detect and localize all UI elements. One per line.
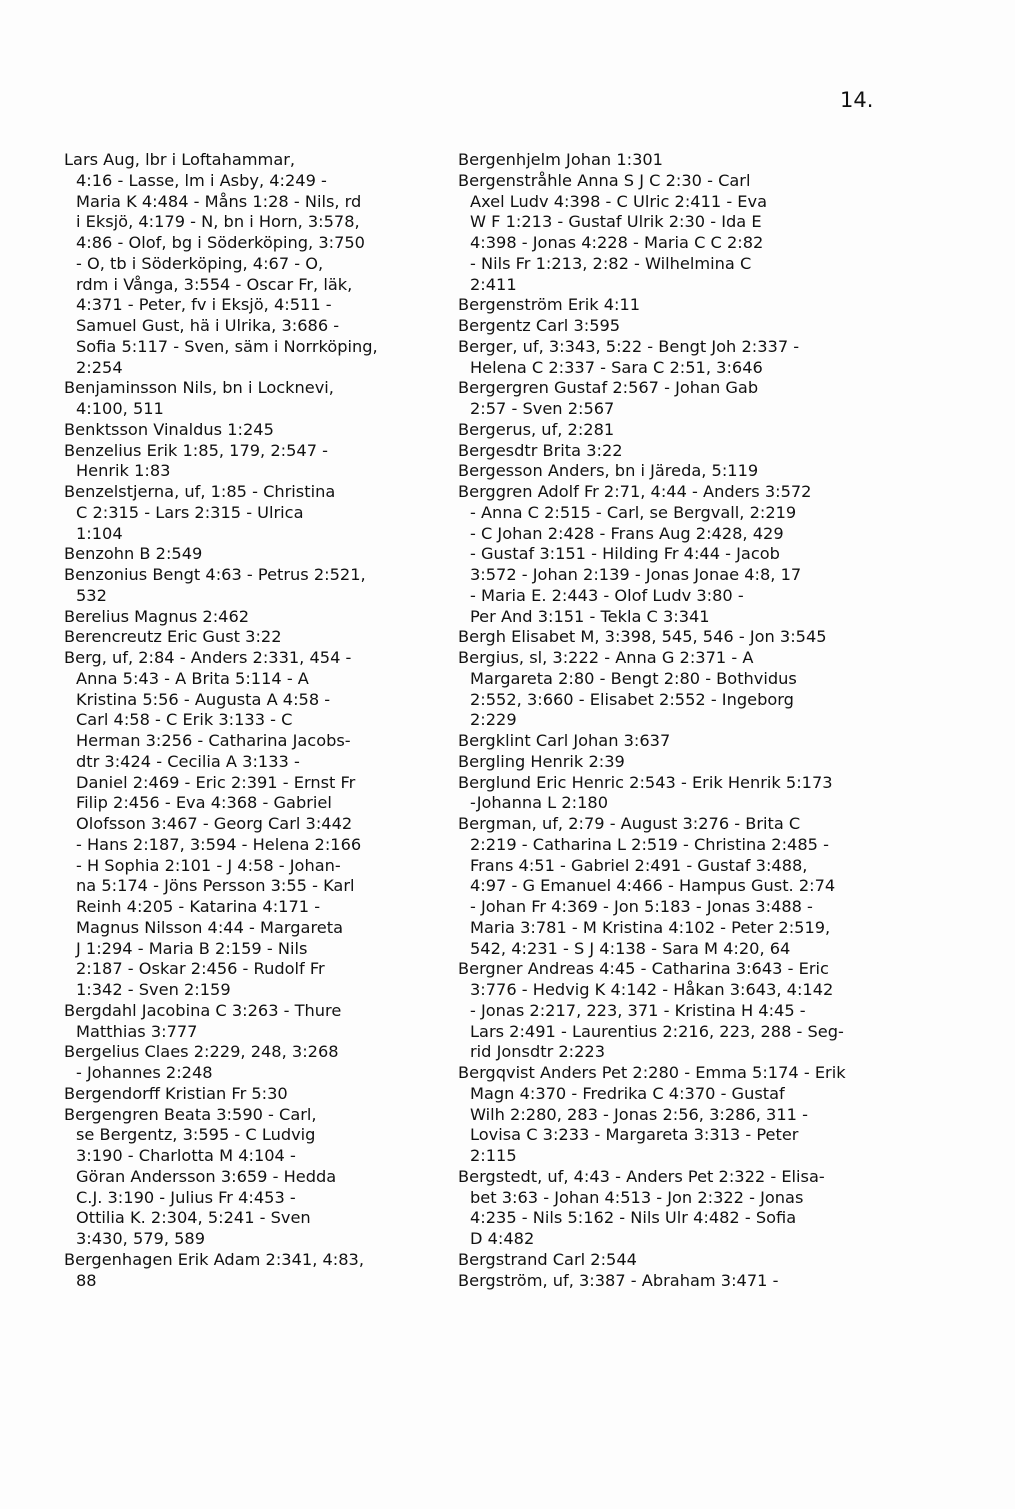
index-entry: Bergdahl Jacobina C 3:263 - Thure Matthias 3:777 bbox=[64, 1000, 342, 1041]
index-entry: Lars Aug, lbr i Loftahammar, 4:16 - Lasse, lm i Asby, 4:249 - Maria K 4:484 - Måns 1:28 - Nils, rd i Eksjö, 4:179 - N, bn i Horn, 3:578, 4:86 - Olof, bg i Söderköping, 3:750 - O, tb i Söderköping, 4:67 - O, rdm i Vånga, 3:554 - Oscar Fr, läk, 4:371 - Peter, fv i Eksjö, 4:511 - Samuel Gust, hä i Ulrika, 3:686 - Sofia 5:117 - Sven, säm i Norrköping, 2:254 bbox=[64, 150, 378, 377]
index-entry: Berg, uf, 2:84 - Anders 2:331, 454 - Anna 5:43 - A Brita 5:114 - A Kristina 5:56 - Augusta A 4:58 - Carl 4:58 - C Erik 3:133 - C Herman 3:256 - Catharina Jacobs- dtr 3:424 - Cecilia A 3:133 - Daniel 2:469 - Eric 2:391 - Ernst Fr Filip 2:456 - Eva 4:368 - Gabriel Olofsson 3:467 - Georg Carl 3:442 - Hans 2:187, 3:594 - Helena 2:166 - H Sophia 2:101 - J 4:58 - Johan- na 5:174 - Jöns Persson 3:55 - Karl Reinh 4:205 - Katarina 4:171 - Magnus Nilsson 4:44 - Margareta J 1:294 - Maria B 2:159 - Nils 2:187 - Oskar 2:456 - Rudolf Fr 1:342 - Sven 2:159 bbox=[64, 648, 362, 999]
index-entry: Berencreutz Eric Gust 3:22 bbox=[64, 627, 282, 647]
index-entry: Bergenstråhle Anna S J C 2:30 - Carl Axel Ludv 4:398 - C Ulric 2:411 - Eva W F 1:213 - Gustaf Ulrik 2:30 - Ida E 4:398 - Jonas 4:228 - Maria C C 2:82 - Nils Fr 1:213, 2:82 - Wilhelmina C 2:411 bbox=[458, 170, 768, 294]
index-entry: Bergelius Claes 2:229, 248, 3:268 - Johannes 2:248 bbox=[64, 1042, 339, 1082]
index-entry: Bergstedt, uf, 4:43 - Anders Pet 2:322 - Elisa- bet 3:63 - Johan 4:513 - Jon 2:322 - Jonas 4:235 - Nils 5:162 - Nils Ulr 4:482 - Sofia D 4:482 bbox=[458, 1166, 825, 1248]
index-entry: Bergius, sl, 3:222 - Anna G 2:371 - A Margareta 2:80 - Bengt 2:80 - Bothvidus 2:552, 3:660 - Elisabet 2:552 - Ingeborg 2:229 bbox=[458, 648, 797, 730]
index-entry: Bergner Andreas 4:45 - Catharina 3:643 - Eric 3:776 - Hedvig K 4:142 - Håkan 3:643, 4:142 - Jonas 2:217, 223, 371 - Kristina H 4:45 - Lars 2:491 - Laurentius 2:216, 223, 288 - Seg- rid Jonsdtr 2:223 bbox=[458, 959, 844, 1062]
index-entry: Benzohn B 2:549 bbox=[64, 544, 203, 564]
index-entry: Bergesdtr Brita 3:22 bbox=[458, 440, 623, 460]
index-entry: Bergklint Carl Johan 3:637 bbox=[458, 731, 671, 750]
index-entry: Benzelstjerna, uf, 1:85 - Christina C 2:315 - Lars 2:315 - Ulrica 1:104 bbox=[64, 482, 336, 543]
index-entry: Bergstrand Carl 2:544 bbox=[458, 1249, 637, 1269]
index-entry: Bergman, uf, 2:79 - August 3:276 - Brita C 2:219 - Catharina L 2:519 - Christina 2:485 - Frans 4:51 - Gabriel 2:491 - Gustaf 3:488, 4:97 - G Emanuel 4:466 - Hampus Gust. 2:74 - Johan Fr 4:369 - Jon 5:183 - Jonas 3:488 - Maria 3:781 - M Kristina 4:102 - Peter 2:519, 542, 4:231 - S J 4:138 - Sara M 4:20, 64 bbox=[458, 814, 836, 958]
index-entry: Bergengren Beata 3:590 - Carl, se Bergentz, 3:595 - C Ludvig 3:190 - Charlotta M 4:104 - Göran Andersson 3:659 - Hedda C.J. 3:190 - Julius Fr 4:453 - Ottilia K. 2:304, 5:241 - Sven 3:430, 579, 589 bbox=[64, 1104, 337, 1248]
index-entry: Bergh Elisabet M, 3:398, 545, 546 - Jon 3:545 bbox=[458, 627, 827, 647]
index-entry: Bergentz Carl 3:595 bbox=[458, 316, 621, 335]
page-number: 14. bbox=[840, 88, 874, 112]
right-column bbox=[458, 150, 853, 1291]
index-entry: Bergqvist Anders Pet 2:280 - Emma 5:174 - Erik Magn 4:370 - Fredrika C 4:370 - Gustaf Wilh 2:280, 283 - Jonas 2:56, 3:286, 311 - Lovisa C 3:233 - Margareta 3:313 - Peter 2:115 bbox=[458, 1063, 846, 1165]
index-entry: Bergergren Gustaf 2:567 - Johan Gab 2:57 - Sven 2:567 bbox=[458, 378, 759, 418]
index-entry: Bergström, uf, 3:387 - Abraham 3:471 - bbox=[458, 1270, 779, 1290]
index-entry: Benzelius Erik 1:85, 179, 2:547 - Henrik 1:83 bbox=[64, 440, 328, 481]
index-entry: Bergerus, uf, 2:281 bbox=[458, 419, 615, 439]
index-entry: Berglund Eric Henric 2:543 - Erik Henrik 5:173 -Johanna L 2:180 bbox=[458, 772, 833, 813]
index-entry: Bergenström Erik 4:11 bbox=[458, 295, 641, 315]
index-entry: Berggren Adolf Fr 2:71, 4:44 - Anders 3:572 - Anna C 2:515 - Carl, se Bergvall, 2:219 - C Johan 2:428 - Frans Aug 2:428, 429 - Gustaf 3:151 - Hilding Fr 4:44 - Jacob 3:572 - Johan 2:139 - Jonas Jonae 4:8, 17 - Maria E. 2:443 - Olof Ludv 3:80 - Per And 3:151 - Tekla C 3:341 bbox=[458, 482, 812, 626]
index-entry: Bergenhagen Erik Adam 2:341, 4:83, 88 bbox=[64, 1249, 364, 1290]
index-entry: Benktsson Vinaldus 1:245 bbox=[64, 419, 274, 439]
index-entry: Bergesson Anders, bn i Järeda, 5:119 bbox=[458, 461, 759, 481]
index-entry: Berelius Magnus 2:462 bbox=[64, 606, 250, 626]
index-entry: Benjaminsson Nils, bn i Locknevi, 4:100, 511 bbox=[64, 378, 334, 418]
index-entry: Berger, uf, 3:343, 5:22 - Bengt Joh 2:337 - Helena C 2:337 - Sara C 2:51, 3:646 bbox=[458, 336, 800, 377]
index-entry: Bergenhjelm Johan 1:301 bbox=[458, 150, 663, 169]
index-entry: Bergendorff Kristian Fr 5:30 bbox=[64, 1083, 288, 1103]
index-entry: Benzonius Bengt 4:63 - Petrus 2:521, 532 bbox=[64, 565, 366, 605]
index-entry: Bergling Henrik 2:39 bbox=[458, 751, 625, 771]
left-column bbox=[64, 150, 444, 1291]
